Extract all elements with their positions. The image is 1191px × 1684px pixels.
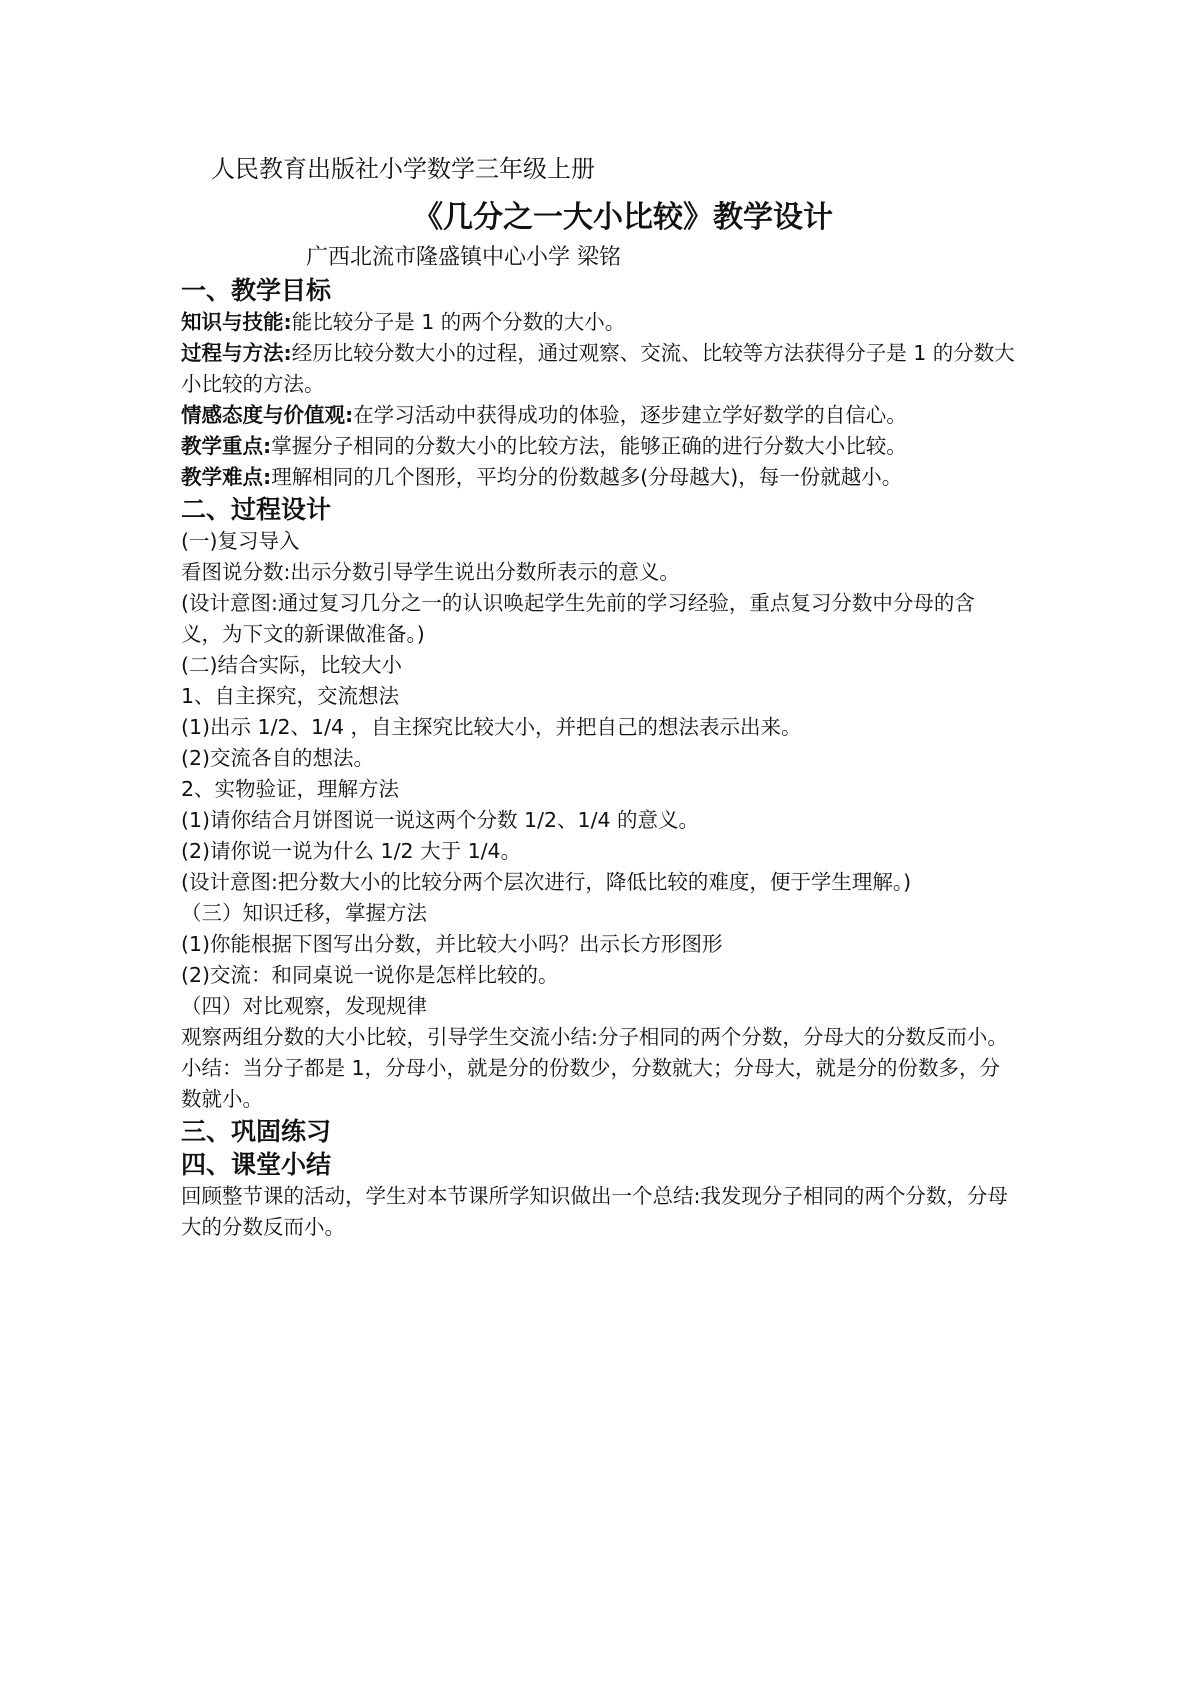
process-line: (二)结合实际，比较大小	[181, 653, 402, 677]
objective-label: 过程与方法:	[181, 341, 292, 365]
process-line: (一)复习导入	[181, 529, 300, 553]
summary-line: 回顾整节课的活动，学生对本节课所学知识做出一个总结:我发现分子相同的两个分数，分母大的分数反而小。	[181, 1184, 1008, 1239]
process-line: 看图说分数:出示分数引导学生说出分数所表示的意义。	[181, 560, 680, 584]
objective-item	[181, 462, 1015, 493]
process-line: (1)出示 1/2、1/4 ，自主探究比较大小，并把自己的想法表示出来。	[181, 715, 802, 739]
process-line: 1、自主探究，交流想法	[181, 684, 400, 708]
process-line: 小结：当分子都是 1，分母小，就是分的份数少，分数就大；分母大，就是分的份数多，分数就小。	[181, 1056, 1001, 1111]
objective-text: 理解相同的几个图形，平均分的份数越多(分母越大)，每一份就越小。	[271, 465, 903, 489]
objective-label: 知识与技能:	[181, 310, 292, 334]
section-heading-process: 二、过程设计	[181, 495, 332, 524]
process-line: （四）对比观察，发现规律	[181, 994, 427, 1018]
objective-item	[181, 400, 1015, 431]
document-title: 《几分之一大小比较》教学设计	[413, 200, 833, 235]
objective-text: 在学习活动中获得成功的体验，逐步建立学好数学的自信心。	[353, 403, 907, 427]
process-line: （三）知识迁移，掌握方法	[181, 901, 427, 925]
process-line: 观察两组分数的大小比较，引导学生交流小结:分子相同的两个分数，分母大的分数反而小。	[181, 1025, 1008, 1049]
process-line: 2、实物验证，理解方法	[181, 777, 400, 801]
process-line: (2)请你说一说为什么 1/2 大于 1/4。	[181, 839, 522, 863]
section-heading-objectives: 一、教学目标	[181, 276, 332, 305]
objective-label: 教学难点:	[181, 465, 272, 489]
author-line: 广西北流市隆盛镇中心小学 梁铭	[306, 245, 621, 270]
objective-label: 教学重点:	[181, 434, 272, 458]
process-line: (设计意图:通过复习几分之一的认识唤起学生先前的学习经验，重点复习分数中分母的含义，为下文的新课做准备。)	[181, 591, 975, 646]
objective-label: 情感态度与价值观:	[181, 403, 354, 427]
objective-item	[181, 431, 1015, 462]
process-line: (2)交流各自的想法。	[181, 746, 375, 770]
publisher-line: 人民教育出版社小学数学三年级上册	[211, 155, 595, 183]
document-content	[181, 152, 1015, 1243]
objective-item	[181, 338, 1015, 400]
section-heading-practice: 三、巩固练习	[181, 1117, 332, 1146]
objective-text: 经历比较分数大小的过程，通过观察、交流、比较等方法获得分子是 1 的分数大小比较的方法。	[181, 341, 1015, 396]
process-line: (2)交流：和同桌说一说你是怎样比较的。	[181, 963, 559, 987]
objective-text: 掌握分子相同的分数大小的比较方法，能够正确的进行分数大小比较。	[271, 434, 907, 458]
process-line: (设计意图:把分数大小的比较分两个层次进行，降低比较的难度，便于学生理解。)	[181, 870, 912, 894]
objective-item	[181, 307, 1015, 338]
process-line: (1)你能根据下图写出分数，并比较大小吗？出示长方形图形	[181, 932, 723, 956]
section-heading-summary: 四、课堂小结	[181, 1150, 332, 1179]
process-line: (1)请你结合月饼图说一说这两个分数 1/2、1/4 的意义。	[181, 808, 700, 832]
objective-text: 能比较分子是 1 的两个分数的大小。	[291, 310, 626, 334]
